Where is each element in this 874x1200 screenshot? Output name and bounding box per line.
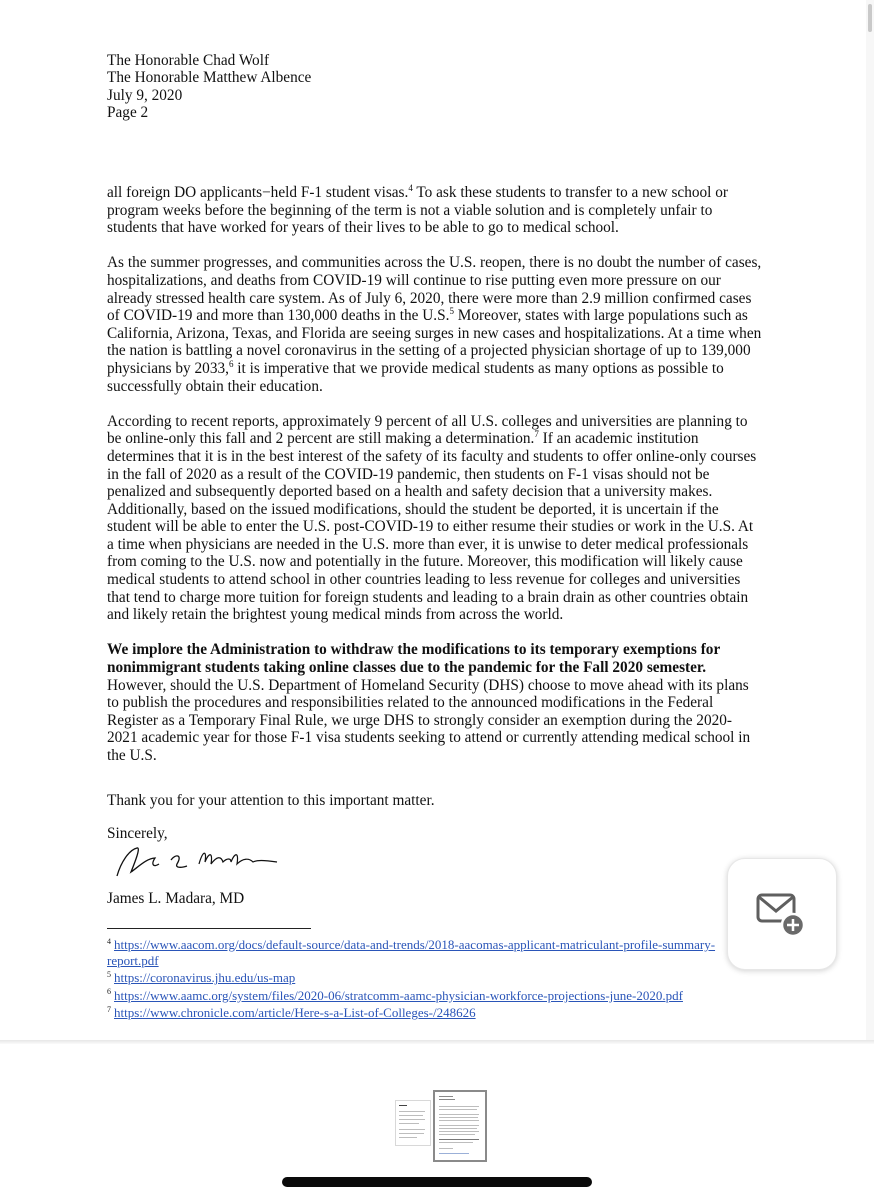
footnote-link[interactable]: https://www.aamc.org/system/files/2020-06/stratcomm-aamc-physician-workforce-projections-june-2020.pdf	[114, 987, 683, 1003]
footnote-6: $^6$ https://www.aamc.org/system/files/2020-06/stratcomm-aamc-physician-workforce-projections-june-2020.pdf	[107, 987, 683, 1003]
sign-off: Sincerely,	[107, 825, 168, 842]
page-number: Page 2	[107, 104, 149, 122]
footnote-link[interactable]: https://www.aacom.org/docs/default-source/data-and-trends/2018-aacomas-applicant-matriculant-profile-summary-report.pdf	[107, 937, 716, 968]
footnotes	[107, 937, 747, 1023]
paragraph-1: all foreign DO applicants−held F-1 student visas.$^4$ To ask these students to transfer to a new school or program weeks before the beginning of the term is not a viable solution and is completely unfair to students that have worked for years of their lives to be able to go to medical school.	[107, 182, 728, 237]
recipient-2: The Honorable Matthew Albence	[107, 69, 312, 87]
scrollbar-thumb[interactable]	[868, 4, 872, 32]
page-1-thumbnail[interactable]	[395, 1100, 431, 1146]
signer-name: James L. Madara, MD	[107, 890, 245, 907]
page-thumbnails	[393, 1090, 488, 1162]
footnote-4: $^4$ https://www.aacom.org/docs/default-source/data-and-trends/2018-aacomas-applicant-matriculant-profile-summary-report.pdf	[107, 936, 716, 968]
recipient-1: The Honorable Chad Wolf	[107, 52, 270, 69]
letter-header	[107, 52, 311, 122]
paragraph-3: According to recent reports, approximately 9 percent of all U.S. colleges and universities are planning to be online-only this fall and 2 percent are still making a determination.$^7$ If an academic institution determines that it is in the best interest of the safety of its faculty and students to offer online-only courses in the fall of 2020 as a result of the COVID-19 pandemic, then students on F-1 visas should not be penalized and subsequently deported based on a health and safety decision that a university makes. Additionally, based on the issued modifications, should the student be deported, it is uncertain if the student will be able to enter the U.S. post-COVID-19 to either resume their studies or work in the U.S. At a time when physicians are needed in the U.S. more than ever, it is unwise to deter medical professionals from coming to the U.S. now and potentially in the future. Moreover, this modification will likely cause medical students to attend school in other countries leading to less revenue for colleges and universities that tend to charge more tuition for foreign students and leading to a brain drain as other countries obtain and likely retain the brightest young medical minds from across the world.	[107, 412, 757, 624]
letter-body	[107, 184, 762, 782]
request-statement: We implore the Administration to withdraw the modifications to its temporary exemptions for nonimmigrant students taking online classes due to the pandemic for the Fall 2020 semester.	[107, 641, 720, 677]
closing-line: Thank you for your attention to this important matter.	[107, 792, 435, 809]
footnote-link[interactable]: https://coronavirus.jhu.edu/us-map	[114, 970, 296, 986]
paragraph-4: We implore the Administration to withdraw the modifications to its temporary exemptions for nonimmigrant students taking online classes due to the pandemic for the Fall 2020 semester. However, should the U.S. Department of Homeland Security (DHS) choose to move ahead with its plans to publish the procedures and responsibilities related to the announced modifications in the Federal Register as a Temporary Final Rule, we urge DHS to strongly consider an exemption during the 2020-2021 academic year for those F-1 visa students seeking to attend or currently attending medical school in the U.S.	[107, 641, 751, 764]
footnote-7: $^7$ https://www.chronicle.com/article/Here-s-a-List-of-Colleges-/248626	[107, 1005, 476, 1021]
mail-add-icon	[754, 887, 810, 943]
footnote-5: $^5$ https://coronavirus.jhu.edu/us-map	[107, 969, 296, 986]
paragraph-2: As the summer progresses, and communities across the U.S. reopen, there is no doubt the number of cases, hospitalizations, and deaths from COVID-19 will continue to rise putting even more pressure on our already stressed health care system. As of July 6, 2020, there were more than 2.9 million confirmed cases of COVID-19 and more than 130,000 deaths in the U.S.$^5$ Moreover, states with large populations such as California, Arizona, Texas, and Florida are seeing surges in new cases and hospitalizations. At a time when the nation is battling a novel coronavirus in the setting of a projected physician shortage of up to 139,000 physicians by 2033,$^6$ it is imperative that we provide medical students as many options as possible to successfully obtain their education.	[107, 254, 762, 395]
home-indicator[interactable]	[282, 1177, 592, 1187]
scrollbar[interactable]	[866, 0, 874, 1042]
footnote-link[interactable]: https://www.chronicle.com/article/Here-s-a-List-of-Colleges-/248626	[114, 1005, 476, 1021]
letter-date: July 9, 2020	[107, 86, 183, 104]
footnote-divider	[107, 928, 311, 929]
signature-image	[107, 842, 287, 882]
add-to-mail-button[interactable]	[727, 858, 837, 970]
page-2-thumbnail[interactable]	[433, 1090, 487, 1162]
